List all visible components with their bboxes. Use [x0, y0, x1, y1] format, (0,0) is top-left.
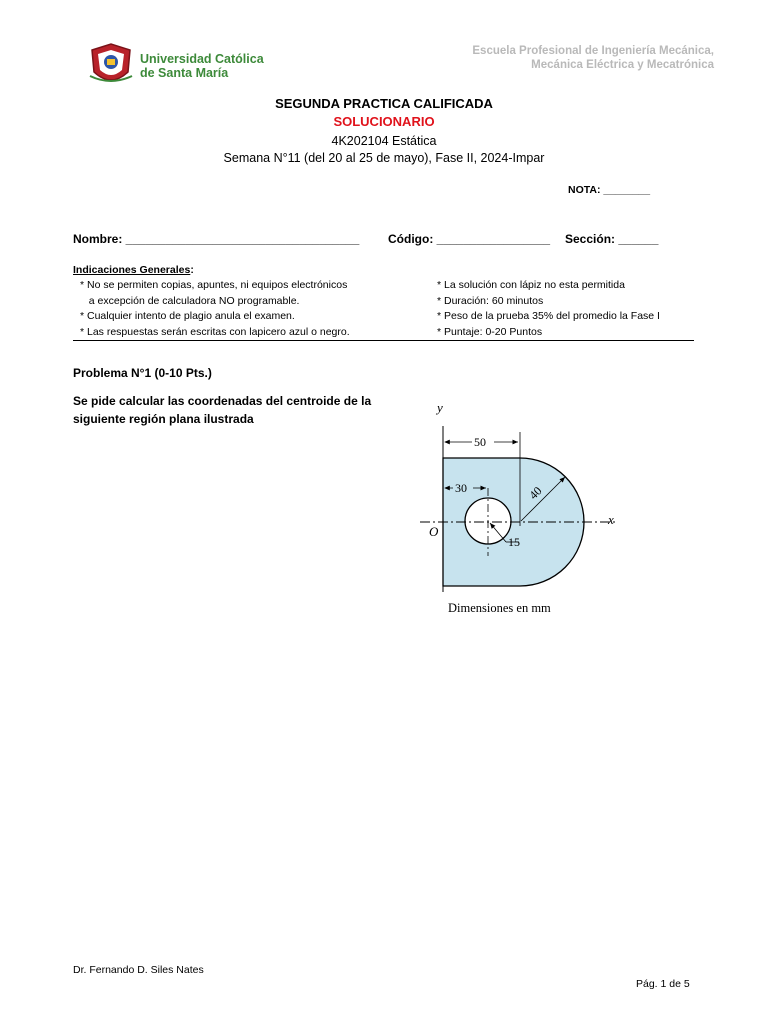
exam-subtitle: SOLUCIONARIO — [333, 114, 435, 129]
dimension-15-label: 15 — [508, 535, 520, 549]
instruction-item: a excepción de calculadora NO programable. — [80, 294, 300, 307]
instruction-item: * La solución con lápiz no esta permitida — [437, 279, 625, 291]
name-field: Nombre: ___________________________________ — [73, 232, 360, 246]
university-name-line2: de Santa María — [140, 66, 229, 80]
figure-caption: Dimensiones en mm — [448, 601, 551, 615]
y-axis-label: y — [437, 400, 443, 415]
dimension-50-label: 50 — [474, 435, 486, 449]
instructions-right — [437, 278, 660, 340]
problem-title: Problema N°1 (0-10 Pts.) — [73, 366, 212, 380]
footer-author: Dr. Fernando D. Siles Nates — [73, 964, 204, 976]
university-logo — [88, 42, 268, 88]
problem-statement: Se pide calcular las coordenadas del centroide de la siguiente región plana ilustrada — [73, 394, 372, 426]
instruction-item: * No se permiten copias, apuntes, ni equipos electrónicos — [80, 279, 348, 291]
code-field: Código: _________________ — [388, 232, 551, 246]
exam-title: SEGUNDA PRACTICA CALIFICADA — [275, 96, 493, 111]
instructions-divider — [73, 340, 694, 341]
section-field: Sección: ______ — [565, 232, 659, 246]
instruction-item: * Las respuestas serán escritas con lapicero azul o negro. — [80, 325, 350, 338]
instructions-left — [80, 278, 350, 340]
university-seal-icon — [88, 42, 134, 88]
university-name-line1: Universidad Católica — [140, 52, 264, 66]
dimension-30-label: 30 — [455, 481, 467, 495]
page-number: Pág. 1 de 5 — [636, 978, 690, 990]
grade-field: NOTA: ________ — [568, 184, 651, 196]
instruction-item: * Duración: 60 minutos — [437, 294, 544, 307]
instruction-item: * Puntaje: 0-20 Puntos — [437, 325, 543, 338]
instruction-item: * Peso de la prueba 35% del promedio la Fase I — [437, 310, 660, 322]
centroid-figure — [420, 396, 640, 626]
dimension-15-line — [490, 523, 506, 542]
plane-region-diagram — [420, 396, 640, 626]
school-line2: Mecánica Eléctrica y Mecatrónica — [531, 59, 714, 71]
instruction-item: * Cualquier intento de plagio anula el examen. — [80, 310, 295, 322]
week-info: Semana N°11 (del 20 al 25 de mayo), Fase II, 2024-Impar — [223, 151, 545, 165]
course-code: 4K202104 Estática — [331, 134, 437, 148]
origin-label: O — [429, 524, 439, 539]
school-line1: Escuela Profesional de Ingeniería Mecánica, — [472, 45, 714, 57]
school-name — [472, 44, 714, 72]
dimension-40-label: 40 — [526, 483, 545, 503]
x-axis-label: x — [608, 512, 614, 527]
instructions-title: Indicaciones Generales: — [73, 264, 194, 276]
